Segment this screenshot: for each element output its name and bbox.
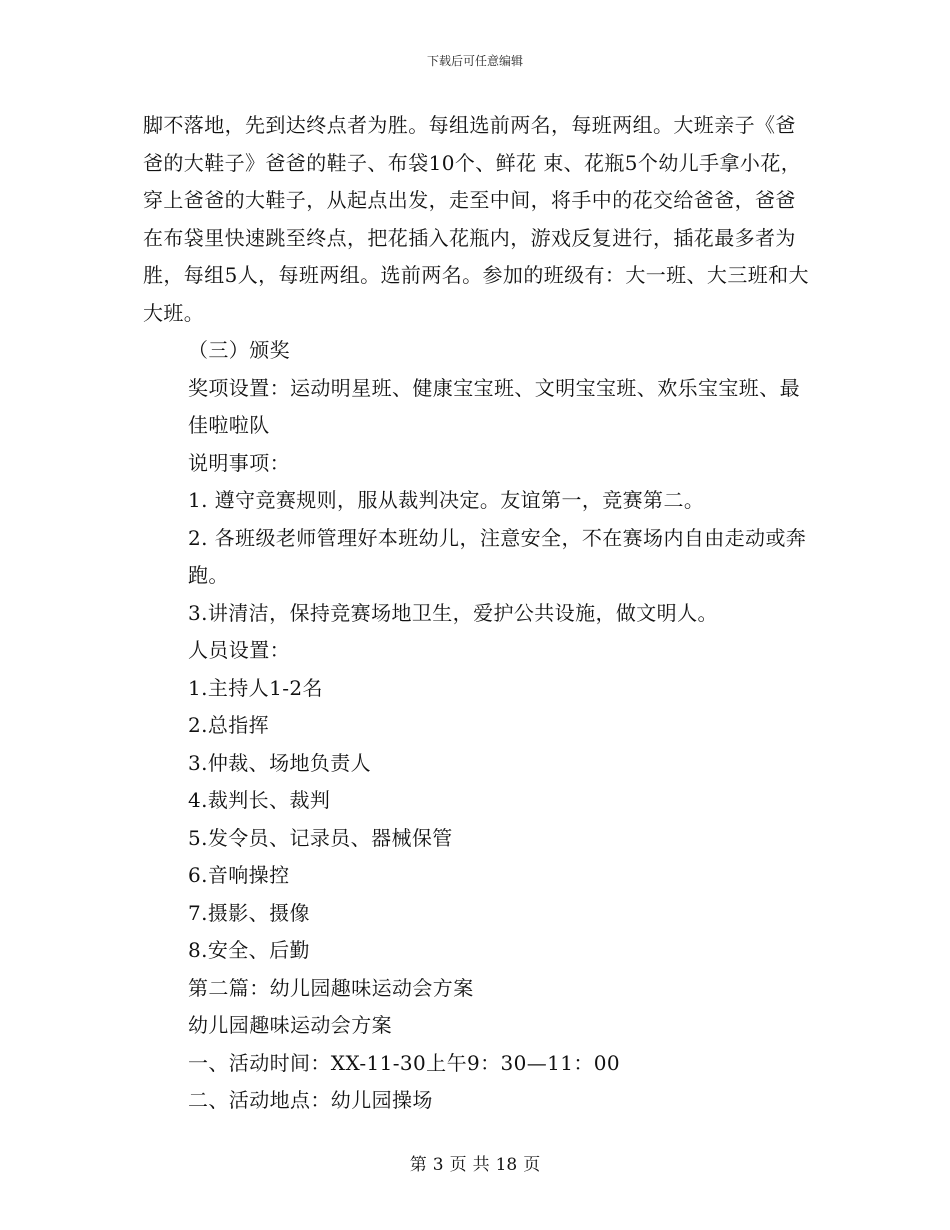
paragraph: 5.发令员、记录员、器械保管 <box>188 825 453 850</box>
paragraph: 二、活动地点：幼儿园操场 <box>188 1088 433 1112</box>
paragraph: 3.讲清洁，保持竞赛场地卫生，爱护公共设施，做文明人。 <box>188 600 718 625</box>
paragraph: 第二篇：幼儿园趣味运动会方案 <box>188 975 474 1000</box>
page-header: 下载后可任意编辑 <box>426 54 523 68</box>
page-label-mid: 页 <box>449 1155 467 1175</box>
paragraph: 2.总指挥 <box>188 713 270 737</box>
paragraph: （三）颁奖 <box>188 338 290 362</box>
page-label-pre: 第 <box>409 1155 427 1175</box>
paragraph: 幼儿园趣味运动会方案 <box>188 1013 392 1037</box>
paragraph: 3.仲裁、场地负责人 <box>188 750 372 775</box>
paragraph: 脚不落地，先到达终点者为胜。每组选前两名，每班两组。大班亲子《爸爸的大鞋子》爸爸的鞋子、布袋10个、鲜花 束、花瓶5个幼儿手拿小花，穿上爸爸的大鞋子，从起点出发，走至中间，将手中的花交给爸爸，爸爸在布袋里快速跳至终点，把花插入花瓶内，游戏反复进行，插花最多者为胜，每组5人，每班两组。选前两名。参加的班级有：大一班、大三班和大大班。 <box>143 113 809 325</box>
paragraph: 奖项设置：运动明星班、健康宝宝班、文明宝宝班、欢乐宝宝班、最佳啦啦队 <box>188 375 800 437</box>
paragraph: 6.音响操控 <box>188 863 290 887</box>
document-body <box>143 107 815 1120</box>
page-current: 3 <box>432 1155 444 1175</box>
paragraph: 人员设置： <box>188 638 290 662</box>
page-total: 18 <box>495 1155 518 1175</box>
page-footer <box>0 1154 950 1176</box>
paragraph: 一、活动时间：XX-11-30上午9：30—11：00 <box>188 1050 621 1075</box>
paragraph: 7.摄影、摄像 <box>188 900 310 925</box>
paragraph: 8.安全、后勤 <box>188 938 310 962</box>
page-label-total: 共 <box>472 1155 490 1175</box>
paragraph: 4.裁判长、裁判 <box>188 788 331 812</box>
paragraph: 1. 遵守竞赛规则，服从裁判决定。友谊第一，竞赛第二。 <box>188 488 705 512</box>
page-label-post: 页 <box>523 1155 541 1175</box>
paragraph: 说明事项： <box>188 450 290 475</box>
paragraph: 2. 各班级老师管理好本班幼儿，注意安全，不在赛场内自由走动或奔跑。 <box>188 525 807 587</box>
paragraph: 1.主持人1-2名 <box>188 675 323 700</box>
